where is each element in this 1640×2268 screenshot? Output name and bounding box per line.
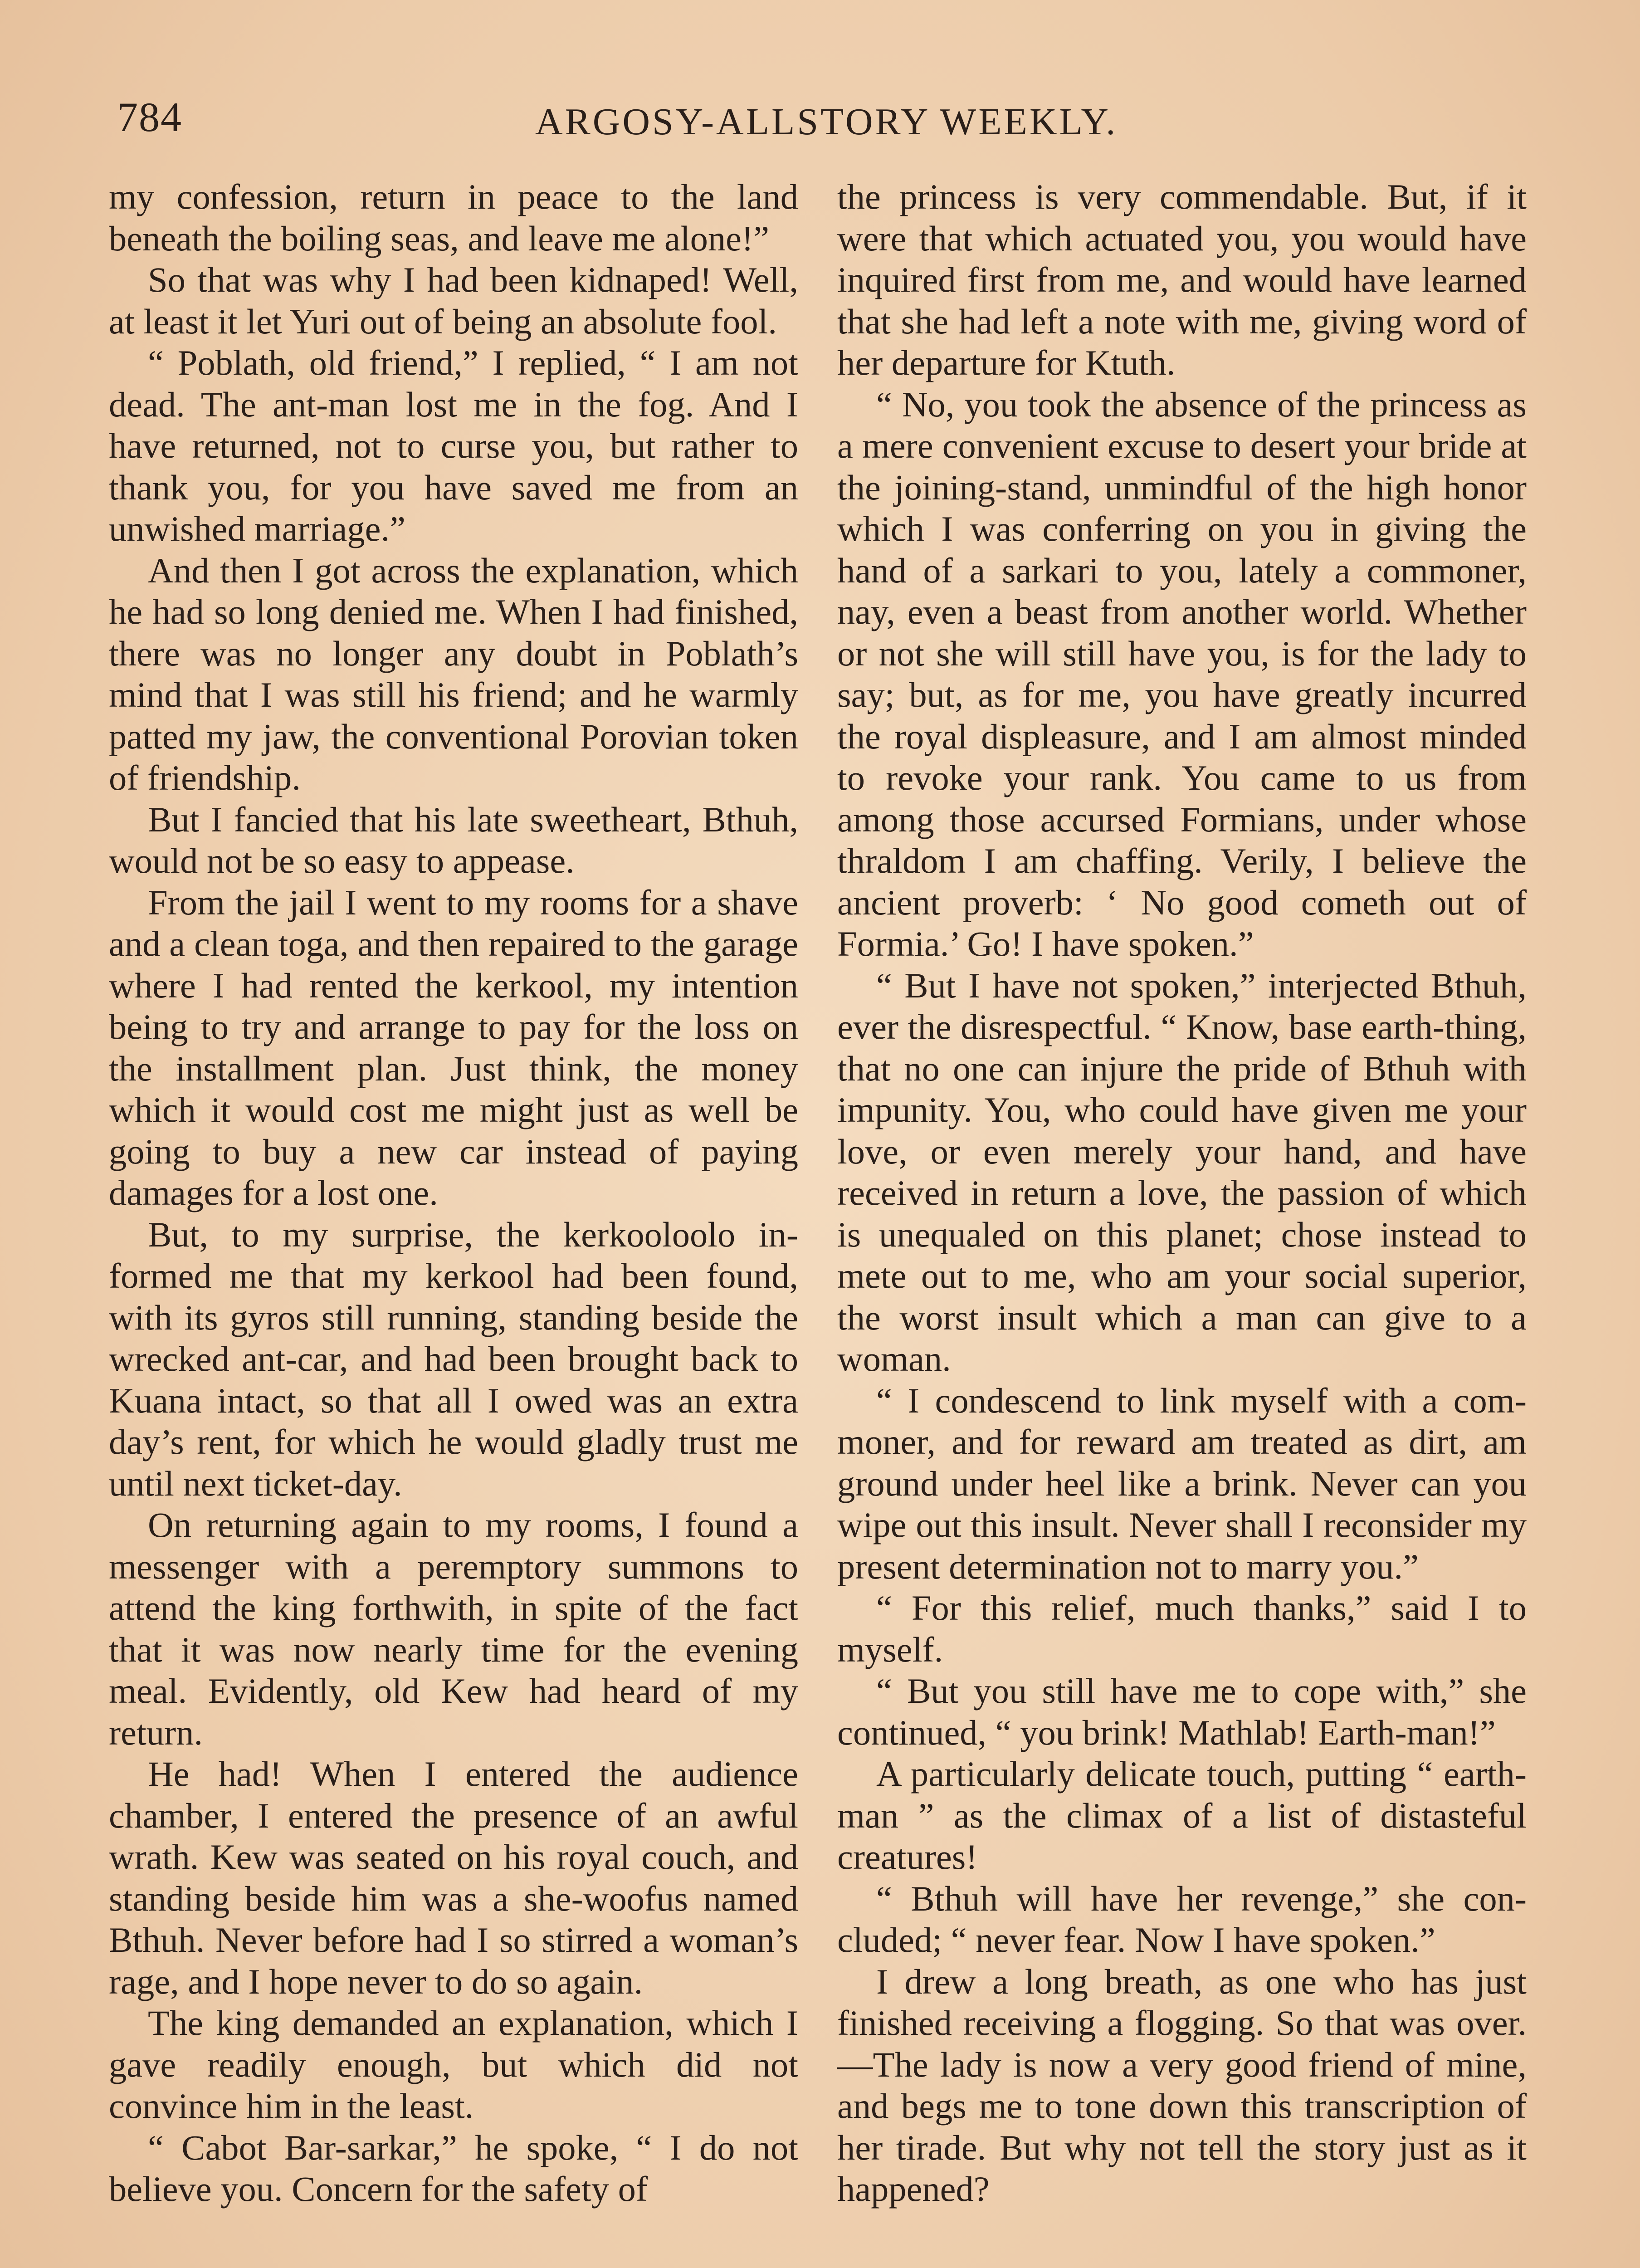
paragraph: the princess is very commendable. But, if it were that which actuated you, you would have inquired first from me, and would have learned that she had left a note with me, giving word of her departure for Ktuth. [837,177,1527,382]
paragraph: On returning again to my rooms, I found a messenger with a peremptory summons to attend the king forthwith, in spite of the fact that it was now nearly time for the evening meal. Evidently, old Kew had heard of my return. [109,1505,798,1752]
page-number: 784 [117,94,182,140]
paragraph: “ But I have not spoken,” interjected Bthuh, ever the disrespectful. “ Know, base earth-thing, that no one can injure the pride of Bthuh with impunity. You, who could have given me your love, or even merely your hand, and have received in return a love, the passion of which is unequaled on this planet; chose instead to mete out to me, who am your social superior, the worst insult which a man can give to a woman. [837,965,1527,1378]
paragraph: my confession, return in peace to the land beneath the boiling seas, and leave me alone!” [109,177,798,258]
paragraph: “ I condescend to link myself with a commoner, and for reward am treated as dirt, am ground under heel like a brink. Never can you wipe out this insult. Never shall I reconsider my present determination not to marry you.” [837,1380,1527,1586]
paragraph: “ But you still have me to cope with,” she continued, “ you brink! Mathlab! Earth-man!” [837,1671,1527,1752]
paragraph: And then I got across the explanation, which he had so long denied me. When I had finished, there was no longer any doubt in Poblath’s mind that I was still his friend; and he warmly patted my jaw, the conventional Porovian token of friendship. [109,550,798,797]
paragraph: “ Cabot Bar-sarkar,” he spoke, “ I do not believe you. Concern for the safety of [109,2127,798,2209]
running-head: ARGOSY-ALLSTORY WEEKLY. [535,101,1118,143]
paragraph: He had! When I entered the audience chamber, I entered the presence of an awful wrath. Kew was seated on his royal couch, and standing beside him was a she-woofus named Bthuh. Never before had I so stirred a woman’s rage, and I hope never to do so again. [109,1754,798,2001]
paragraph: “ No, you took the absence of the princess as a mere convenient excuse to desert your bride at the joining-stand, unmindful of the high honor which I was conferring on you in giving the hand of a sarkari to you, lately a commoner, nay, even a beast from another world. Whether or not she will still have you, is for the lady to say; but, as for me, you have greatly incurred the royal displeasure, and I am almost minded to revoke your rank. You came to us from among those accursed Formians, under whose thraldom I am chaffing. Verily, I believe the ancient proverb: ‘ No good cometh out of Formia.’ Go! I have spoken.” [837,384,1527,963]
paragraph: So that was why I had been kidnaped! Well, at least it let Yuri out of being an absolute fool. [109,260,798,341]
paragraph: “ Poblath, old friend,” I replied, “ I am not dead. The ant-man lost me in the fog. And I have returned, not to curse you, but rather to thank you, for you have saved me from an unwished marriage.” [109,343,798,548]
left-text-column [109,176,798,2210]
right-text-column [837,176,1527,2210]
paragraph: “ Bthuh will have her revenge,” she concluded; “ never fear. Now I have spoken.” [837,1878,1527,1960]
paragraph: The king demanded an explanation, which I gave readily enough, but which did not convince him in the least. [109,2003,798,2126]
paragraph: From the jail I went to my rooms for a shave and a clean toga, and then repaired to the garage where I had rented the kerkool, my intention being to try and arrange to pay for the loss on the installment plan. Just think, the money which it would cost me might just as well be going to buy a new car instead of paying damages for a lost one. [109,882,798,1212]
paragraph: But I fancied that his late sweetheart, Bthuh, would not be so easy to appease. [109,799,798,880]
paragraph: But, to my surprise, the kerkooloolo informed me that my kerkool had been found, with its gyros still running, standing beside the wrecked ant-car, and had been brought back to Kuana intact, so that all I owed was an extra day’s rent, for which he would gladly trust me until next ticket-day. [109,1214,798,1503]
paragraph: I drew a long breath, as one who has just finished receiving a flogging. So that was over.—The lady is now a very good friend of mine, and begs me to tone down this transcription of her tirade. But why not tell the story just as it happened? [837,1961,1527,2209]
paragraph: “ For this relief, much thanks,” said I to myself. [837,1588,1527,1669]
paragraph: A particularly delicate touch, putting “ earth-man ” as the climax of a list of distasteful creatures! [837,1754,1527,1877]
